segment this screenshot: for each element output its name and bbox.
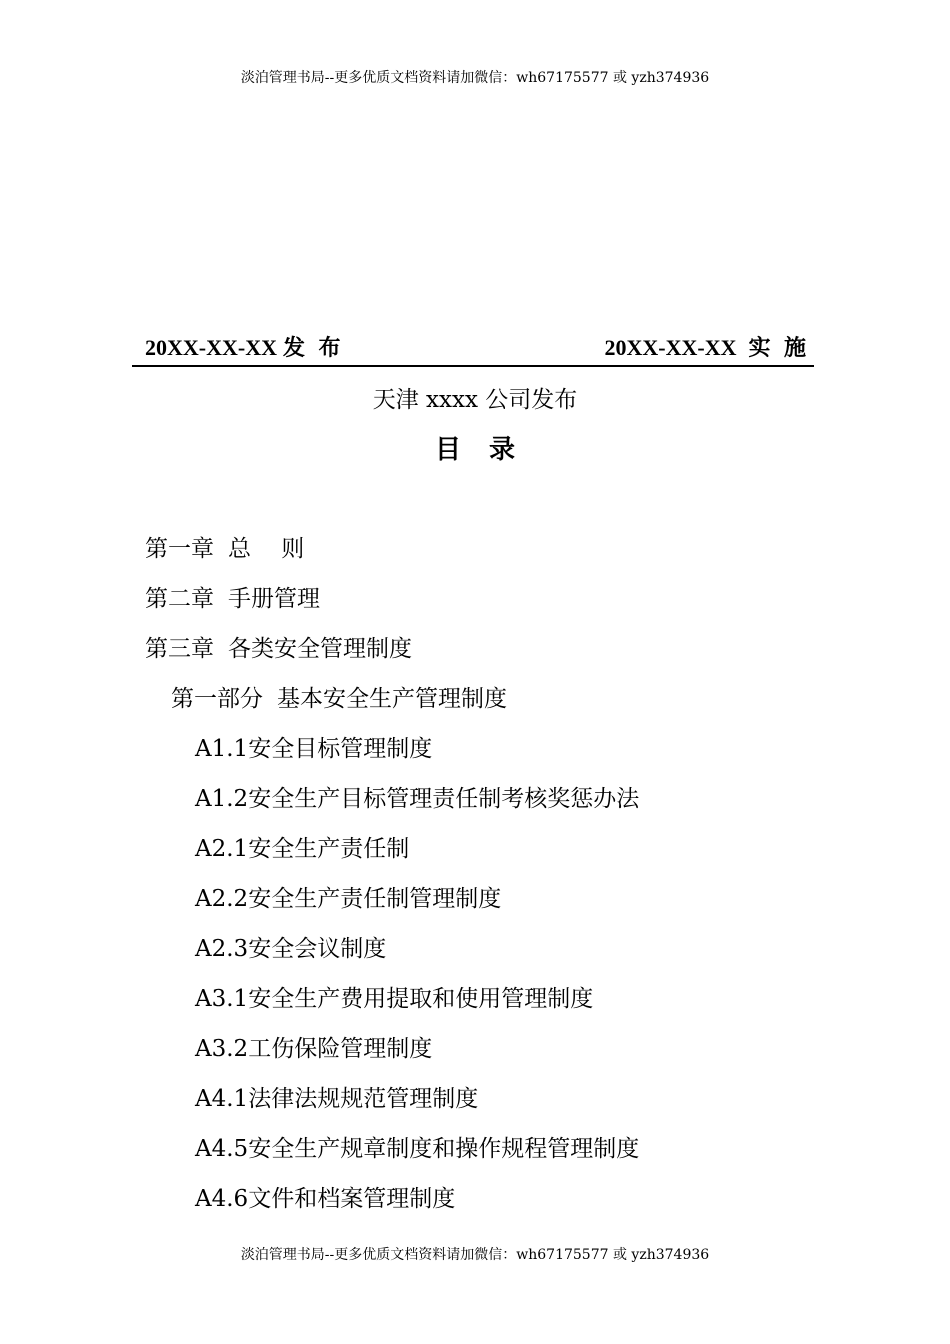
toc-item-title: 安全生产责任制 <box>248 836 410 862</box>
toc-item-number: A1.1 <box>195 736 249 762</box>
toc-item[interactable] <box>0 929 950 979</box>
toc-item[interactable] <box>0 729 950 779</box>
toc-item-title: 安全生产费用提取和使用管理制度 <box>248 986 594 1012</box>
toc-item-title: 手册管理 <box>228 586 320 612</box>
toc-item-number: 第一章 <box>145 536 214 562</box>
toc-item[interactable] <box>0 1179 950 1229</box>
toc-item-title: 安全生产规章制度和操作规程管理制度 <box>248 1136 640 1162</box>
toc-item-title: 总 则 <box>228 536 305 562</box>
toc-item-number: A2.1 <box>195 836 249 862</box>
effective-date: 20XX-XX-XX <box>604 335 737 360</box>
toc-item-number: A3.1 <box>195 986 249 1012</box>
toc-item-number: 第一部分 <box>171 686 263 712</box>
toc-item[interactable] <box>0 579 950 629</box>
toc-item-number: A4.6 <box>195 1186 249 1212</box>
toc-title: 目录 <box>434 435 543 465</box>
header-note: 淡泊管理书局--更多优质文档资料请加微信：wh67175577 或 yzh374936 <box>240 70 710 86</box>
toc-item[interactable] <box>0 529 950 579</box>
toc-item-number: A1.2 <box>195 786 249 812</box>
toc-item[interactable] <box>0 779 950 829</box>
toc-item-title: 安全会议制度 <box>248 936 387 962</box>
toc-item[interactable] <box>0 879 950 929</box>
effective-date-group <box>605 333 811 363</box>
toc-item-number: 第二章 <box>145 586 214 612</box>
toc-item-title: 安全生产责任制管理制度 <box>248 886 502 912</box>
toc-item[interactable] <box>0 1029 950 1079</box>
toc-item[interactable] <box>0 829 950 879</box>
toc-item-title: 各类安全管理制度 <box>228 636 412 662</box>
toc-item[interactable] <box>0 629 950 679</box>
publish-label: 发 布 <box>282 335 345 360</box>
publish-date-group <box>145 333 345 363</box>
toc-item-title: 文件和档案管理制度 <box>248 1186 456 1212</box>
toc-item-number: A4.1 <box>195 1086 249 1112</box>
toc-item[interactable] <box>0 679 950 729</box>
toc-item[interactable] <box>0 1129 950 1179</box>
toc-item-title: 安全目标管理制度 <box>248 736 433 762</box>
effective-label: 实 施 <box>748 335 810 360</box>
toc-item-title: 法律法规规范管理制度 <box>248 1086 479 1112</box>
publisher-line: 天津 xxxx 公司发布 <box>372 387 578 413</box>
dates-row <box>145 333 810 363</box>
toc-item-number: A2.2 <box>195 886 249 912</box>
toc-item-number: A4.5 <box>195 1136 249 1162</box>
toc-item-title: 基本安全生产管理制度 <box>277 686 507 712</box>
toc-item-title: 安全生产目标管理责任制考核奖惩办法 <box>248 786 640 812</box>
toc-item[interactable] <box>0 979 950 1029</box>
toc-item-number: A2.3 <box>195 936 249 962</box>
toc-item-number: 第三章 <box>145 636 214 662</box>
toc-list <box>0 529 950 1229</box>
horizontal-rule <box>132 365 814 367</box>
toc-item-number: A3.2 <box>195 1036 249 1062</box>
footer-note: 淡泊管理书局--更多优质文档资料请加微信：wh67175577 或 yzh374936 <box>240 1247 710 1263</box>
toc-item-title: 工伤保险管理制度 <box>248 1036 433 1062</box>
publish-date: 20XX-XX-XX <box>145 335 277 360</box>
toc-item[interactable] <box>0 1079 950 1129</box>
